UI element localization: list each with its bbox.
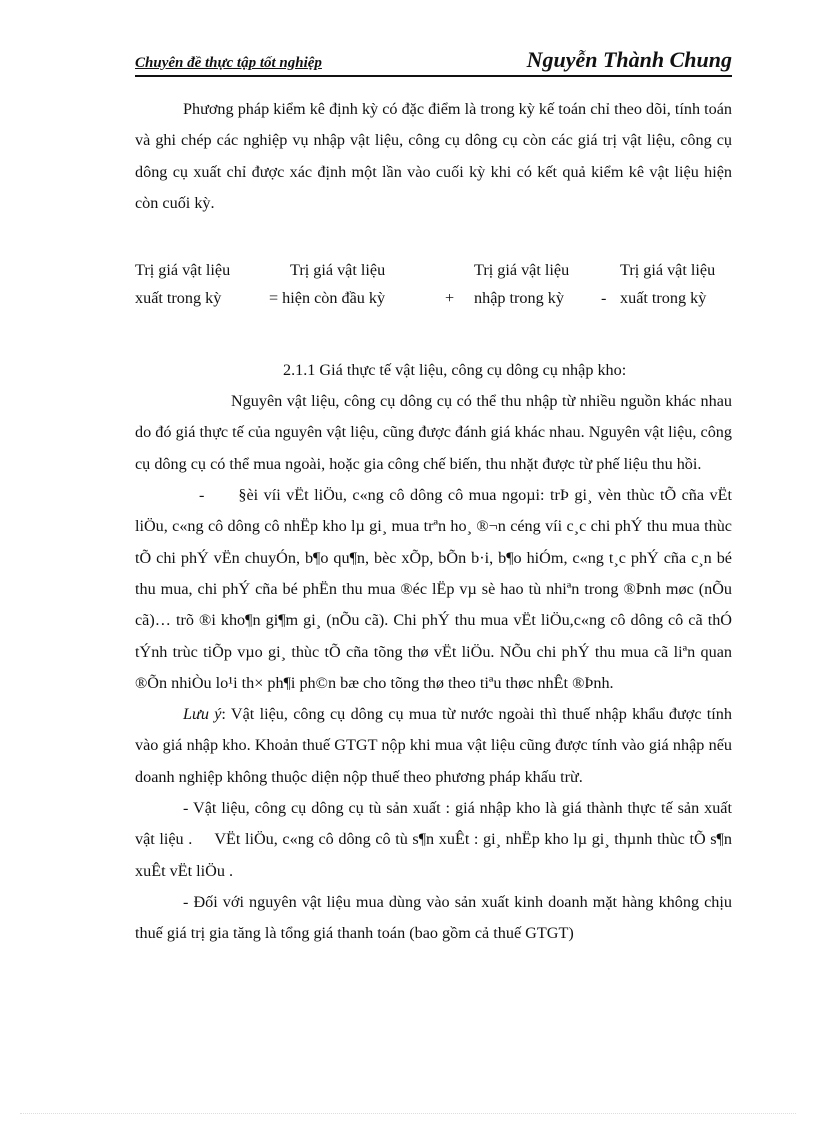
formula-term-4-line1: Trị giá vật liệu (620, 261, 716, 280)
paragraph-non-vat-goods: - Đối với nguyên vật liệu mua dùng vào sản xuất kinh doanh mặt hàng không chịu thuế giá trị gia tăng là tổng giá thanh toán (bao gồm cả thuế GTGT) (135, 892, 732, 943)
note-label: Lưu ý (183, 705, 222, 724)
formula-term-3-line2: nhập trong kỳ (474, 289, 564, 308)
note-text: : Vật liệu, công cụ dông cụ mua từ nước ngoài thì thuế nhập khẩu được tính vào giá nhập kho. Khoản thuế GTGT nộp khi mua vật liệu cũng được tính vào giá nhập nếu doanh nghiệp không thuộc diện nộp thuế theo phương pháp khấu trừ. (135, 705, 732, 786)
paragraph-self-produced (135, 793, 732, 887)
header-author-name: Nguyễn Thành Chung (526, 47, 732, 72)
formula-term-3-line1: Trị giá vật liệu (474, 261, 570, 280)
formula-term-2-line2: = hiện còn đầu kỳ (269, 289, 386, 308)
document-body (135, 94, 732, 950)
paragraph-sources: Nguyên vật liệu, công cụ dông cụ có thể thu nhập từ nhiều nguồn khác nhau do đó giá thực tế của nguyên vật liệu, cũng được đánh giá khác nhau. Nguyên vật liệu, công cụ dông cụ có thể mua ngoài, hoặc gia công chế biến, thu nhặt được từ phế liệu thu hồi. (135, 392, 732, 473)
formula-term-2-line1: Trị giá vật liệu (290, 261, 386, 280)
page-header (135, 47, 732, 77)
formula-term-4-line2: xuất trong kỳ (620, 289, 707, 308)
list-dash: - (199, 486, 205, 505)
formula-plus-operator: + (445, 289, 455, 308)
self-produced-text-unicode: - Vật liệu, công cụ dông cụ tù sản xuất : giá nhập kho là giá thành thực tế sản xuất vật liệu . (135, 799, 732, 849)
paragraph-purchased-materials (135, 480, 732, 699)
valuation-formula (135, 261, 732, 317)
formula-term-1-line2: xuất trong kỳ (135, 289, 222, 308)
paragraph-periodic-inventory: Phương pháp kiểm kê định kỳ có đặc điểm là trong kỳ kế toán chỉ theo dõi, tính toán và ghi chép các nghiệp vụ nhập vật liệu, công cụ dông cụ còn các giá trị vật liệu, công cụ dông cụ xuất chỉ được xác định một lần vào cuối kỳ khi có kết quả kiểm kê vật liệu hiện còn cuối kỳ. (135, 100, 732, 212)
paragraph-note (135, 699, 732, 793)
header-report-title: Chuyên đề thực tập tốt nghiệp (135, 55, 322, 71)
page-bottom-edge (20, 1113, 796, 1114)
section-heading-2-1-1: 2.1.1 Giá thực tế vật liệu, công cụ dông cụ nhập kho: (283, 361, 627, 380)
formula-minus-operator: - (601, 289, 607, 308)
formula-term-1-line1: Trị giá vật liệu (135, 261, 231, 280)
purchased-materials-text: §èi víi vËt liÖu, c«ng cô dông cô mua ngoµi: trÞ gi¸ vèn thùc tÕ cña vËt liÖu, c«ng cô dông cô nhËp kho lµ gi¸ mua trªn ho¸ ®¬n céng víi c¸c chi phÝ thu mua thùc tÕ chi phÝ vËn chuyÓn, b¶o qu¶n, bèc xÕp, bÕn b·i, b¶o hiÓm, c«ng t¸c phÝ cña c¸n bé thu mua, chi phÝ cña bé phËn thu mua ®éc lËp vµ sè hao tù nhiªn trong ®Þnh møc (nÕu cã)… trõ ®i kho¶n gi¶m gi¸ (nÕu cã). Chi phÝ thu mua vËt liÖu,c«ng cô dông cô cã thÓ tÝnh trùc tiÕp vµo gi¸ thùc tÕ cña tõng thø vËt liÖu. NÕu chi phÝ thu mua cã liªn quan ®Õn nhiÒu lo¹i th× ph¶i ph©n bæ cho tõng thø theo tiªu thøc nhÊt ®Þnh. (135, 486, 732, 692)
self-produced-text-legacy: VËt liÖu, c«ng cô dông cô tù s¶n xuÊt : gi¸ nhËp kho lµ gi¸ thµnh thùc tÕ s¶n xuÊt vËt liÖu . (135, 830, 732, 880)
